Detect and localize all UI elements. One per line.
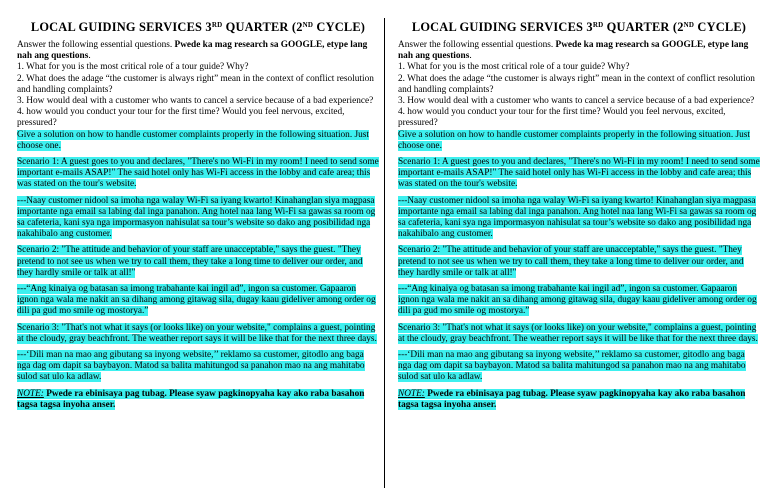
note-label: NOTE:: [398, 388, 425, 399]
title-part: LOCAL GUIDING SERVICES 3: [411, 20, 593, 34]
title-part: LOCAL GUIDING SERVICES 3: [30, 20, 212, 34]
intro-bold: Pwede ka mag research sa GOOGLE, etype lang nah ang questions: [398, 40, 749, 62]
column-divider: [384, 18, 385, 488]
title-superscript: ND: [302, 21, 314, 29]
question-item: 2. What does the adage “the customer is always right” mean in the context of conflict resolution and handling complaints?: [398, 73, 755, 95]
worksheet-title: [17, 20, 379, 34]
translation-3: ---‘Dili man na mao ang gibutang sa inyong website,’’ reklamo sa customer, gitodlo ang baga nga dag om dapit sa baybayon. Matod sa balita mahitungod sa panahon mao na ang mahitabo sulod sat ulo ka adlaw.: [398, 350, 746, 383]
question-item: 1. What for you is the most critical role of a tour guide? Why?: [398, 62, 630, 73]
translation-1: ---Naay customer nidool sa imoha nga walay Wi-Fi sa iyang kwarto! Kinahanglan siya magpasa importante nga email sa labing dal inga panahon. Ang hotel naa lang Wi-Fi sa gawas sa room og sa cafeteria, kani sya nga impormasyon nahisulat sa tour’s website so dako ang posibilidad nga nakahibalo ang customer.: [398, 195, 757, 240]
title-superscript: RD: [211, 21, 223, 29]
question-item: 3. How would deal with a customer who wants to cancel a service because of a bad experience?: [398, 96, 755, 107]
scenario-1: Scenario 1: A guest goes to you and declares, "There's no Wi-Fi in my room! I need to send some important e-mails ASAP!" The said hotel only has Wi-Fi access in the lobby and cafe area; this was stated on the tour's website.: [17, 157, 379, 190]
intro-plain: Answer the following essential questions.: [17, 40, 175, 50]
translation-2: ---“Ang kinaiya og batasan sa imong trabahante kai ingil ad”, ingon sa customer. Gapaaron ignon nga wala me nakit an sa dihang among gitawag sila, dugay kaau gideliver among order og dili pa gud mo smile og mostorya.”: [398, 284, 757, 317]
title-superscript: RD: [592, 21, 604, 29]
intro-text: [398, 40, 760, 62]
title-part: CYCLE): [694, 20, 747, 34]
note-text: Pwede ra ebinisaya pag tubag. Please syaw pagkinopyaha kay ako raba basahon tagsa tagsa inyoha anser.: [17, 388, 365, 410]
note-label: NOTE:: [17, 388, 44, 399]
scenario-2: Scenario 2: "The attitude and behavior of your staff are unacceptable," says the guest. "They pretend to not see us when we try to call them, they take a long time to deliver our order, and they hardly smile or talk at all!": [17, 245, 363, 278]
intro-text: [17, 40, 379, 62]
title-superscript: ND: [683, 21, 695, 29]
instruction-text: Give a solution on how to handle customer complaints properly in the following situation. Just choose one.: [398, 129, 750, 151]
question-item: 2. What does the adage “the customer is always right” mean in the context of conflict resolution and handling complaints?: [17, 73, 374, 95]
worksheet-right-column: [398, 20, 760, 411]
question-item: 4. how would you conduct your tour for the first time? Would you feel nervous, excited, pressured?: [17, 107, 345, 129]
intro-end: .: [88, 51, 91, 62]
translation-2: ---“Ang kinaiya og batasan sa imong trabahante kai ingil ad”, ingon sa customer. Gapaaron ignon nga wala me nakit an sa dihang among gitawag sila, dugay kaau gideliver among order og dili pa gud mo smile og mostorya.”: [17, 284, 376, 317]
intro-end: .: [469, 51, 472, 62]
scenario-1: Scenario 1: A guest goes to you and declares, "There's no Wi-Fi in my room! I need to send some important e-mails ASAP!" The said hotel only has Wi-Fi access in the lobby and cafe area; this was stated on the tour's website.: [398, 157, 760, 190]
intro-plain: Answer the following essential questions.: [398, 40, 556, 50]
intro-bold: Pwede ka mag research sa GOOGLE, etype lang nah ang questions: [17, 40, 368, 62]
scenario-2: Scenario 2: "The attitude and behavior of your staff are unacceptable," says the guest. "They pretend to not see us when we try to call them, they take a long time to deliver our order, and they hardly smile or talk at all!": [398, 245, 744, 278]
translation-1: ---Naay customer nidool sa imoha nga walay Wi-Fi sa iyang kwarto! Kinahanglan siya magpasa importante nga email sa labing dal inga panahon. Ang hotel naa lang Wi-Fi sa gawas sa room og sa cafeteria, kani sya nga impormasyon nahisulat sa tour’s website so dako ang posibilidad nga nakahibalo ang customer.: [17, 195, 376, 240]
note-text: Pwede ra ebinisaya pag tubag. Please syaw pagkinopyaha kay ako raba basahon tagsa tagsa inyoha anser.: [398, 388, 746, 410]
title-part: CYCLE): [313, 20, 366, 34]
title-part: QUARTER (2: [222, 20, 303, 34]
question-item: 1. What for you is the most critical role of a tour guide? Why?: [17, 62, 249, 73]
worksheet-title: [398, 20, 760, 34]
instruction-text: Give a solution on how to handle customer complaints properly in the following situation. Just choose one.: [17, 129, 369, 151]
scenario-3: Scenario 3: "That's not what it says (or looks like) on your website," complains a guest, pointing at the cloudy, gray beachfront. The weather report says it will be like that for the next three days.: [398, 322, 758, 344]
question-item: 4. how would you conduct your tour for the first time? Would you feel nervous, excited, pressured?: [398, 107, 726, 129]
worksheet-left-column: [17, 20, 379, 411]
question-item: 3. How would deal with a customer who wants to cancel a service because of a bad experience?: [17, 96, 374, 107]
translation-3: ---‘Dili man na mao ang gibutang sa inyong website,’’ reklamo sa customer, gitodlo ang baga nga dag om dapit sa baybayon. Matod sa balita mahitungod sa panahon mao na ang mahitabo sulod sat ulo ka adlaw.: [17, 350, 365, 383]
scenario-3: Scenario 3: "That's not what it says (or looks like) on your website," complains a guest, pointing at the cloudy, gray beachfront. The weather report says it will be like that for the next three days.: [17, 322, 377, 344]
title-part: QUARTER (2: [603, 20, 684, 34]
